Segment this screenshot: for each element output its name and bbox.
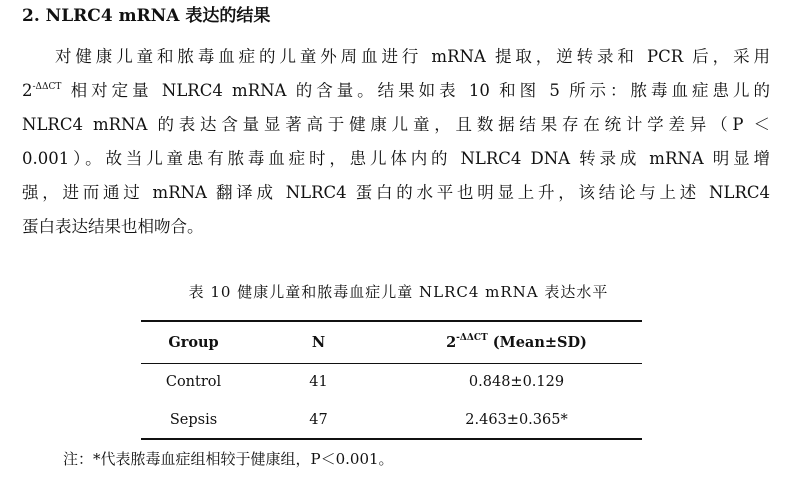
table-caption: 表 10 健康儿童和脓毒血症儿童 NLRC4 mRNA 表达水平	[188, 283, 609, 301]
header-formula-exponent: -ΔΔCT	[456, 332, 488, 343]
header-formula-base: 2	[446, 333, 457, 351]
paragraph-line: 强，进而通过 mRNA 翻译成 NLRC4 蛋白的水平也明显上升，该结论与上述 NLRC4	[22, 183, 770, 202]
header-n: N	[246, 321, 391, 363]
table-header-row	[141, 321, 642, 363]
cell-group: Sepsis	[141, 401, 246, 439]
cell-group: Control	[165, 374, 222, 391]
section-heading: 2. NLRC4 mRNA 表达的结果	[22, 6, 271, 26]
paragraph-line	[22, 74, 770, 108]
table-body	[141, 363, 642, 439]
body-paragraph	[22, 40, 770, 244]
table-row	[141, 363, 642, 401]
table-header	[141, 321, 642, 363]
paragraph-line: 对健康儿童和脓毒血症的儿童外周血进行 mRNA 提取，逆转录和 PCR 后，采用	[55, 47, 770, 66]
cell-n: 41	[309, 374, 328, 391]
cell-n: 47	[246, 401, 391, 439]
formula-exponent: -ΔΔCT	[32, 82, 62, 92]
paragraph-line: NLRC4 mRNA 的表达含量显著高于健康儿童，且数据结果存在统计学差异（P ＜	[22, 115, 770, 134]
cell-value: 2.463±0.365*	[391, 401, 642, 439]
results-table	[141, 320, 642, 440]
paragraph-line: 蛋白表达结果也相吻合。	[22, 217, 204, 236]
table-note: 注：*代表脓毒血症组相较于健康组，P＜0.001。	[63, 450, 394, 468]
cell-value: 0.848±0.129	[468, 374, 565, 391]
header-value-label: (Mean±SD)	[487, 333, 587, 351]
formula-base: 2	[22, 81, 33, 100]
table-row	[141, 401, 642, 439]
paragraph-text: 相对定量 NLRC4 mRNA 的含量。结果如表 10 和图 5 所示：脓毒血症患儿的	[61, 81, 770, 100]
header-value	[391, 321, 642, 363]
header-group: Group	[141, 321, 246, 363]
paragraph-line: 0.001）。故当儿童患有脓毒血症时，患儿体内的 NLRC4 DNA 转录成 mRNA 明显增	[22, 149, 770, 168]
